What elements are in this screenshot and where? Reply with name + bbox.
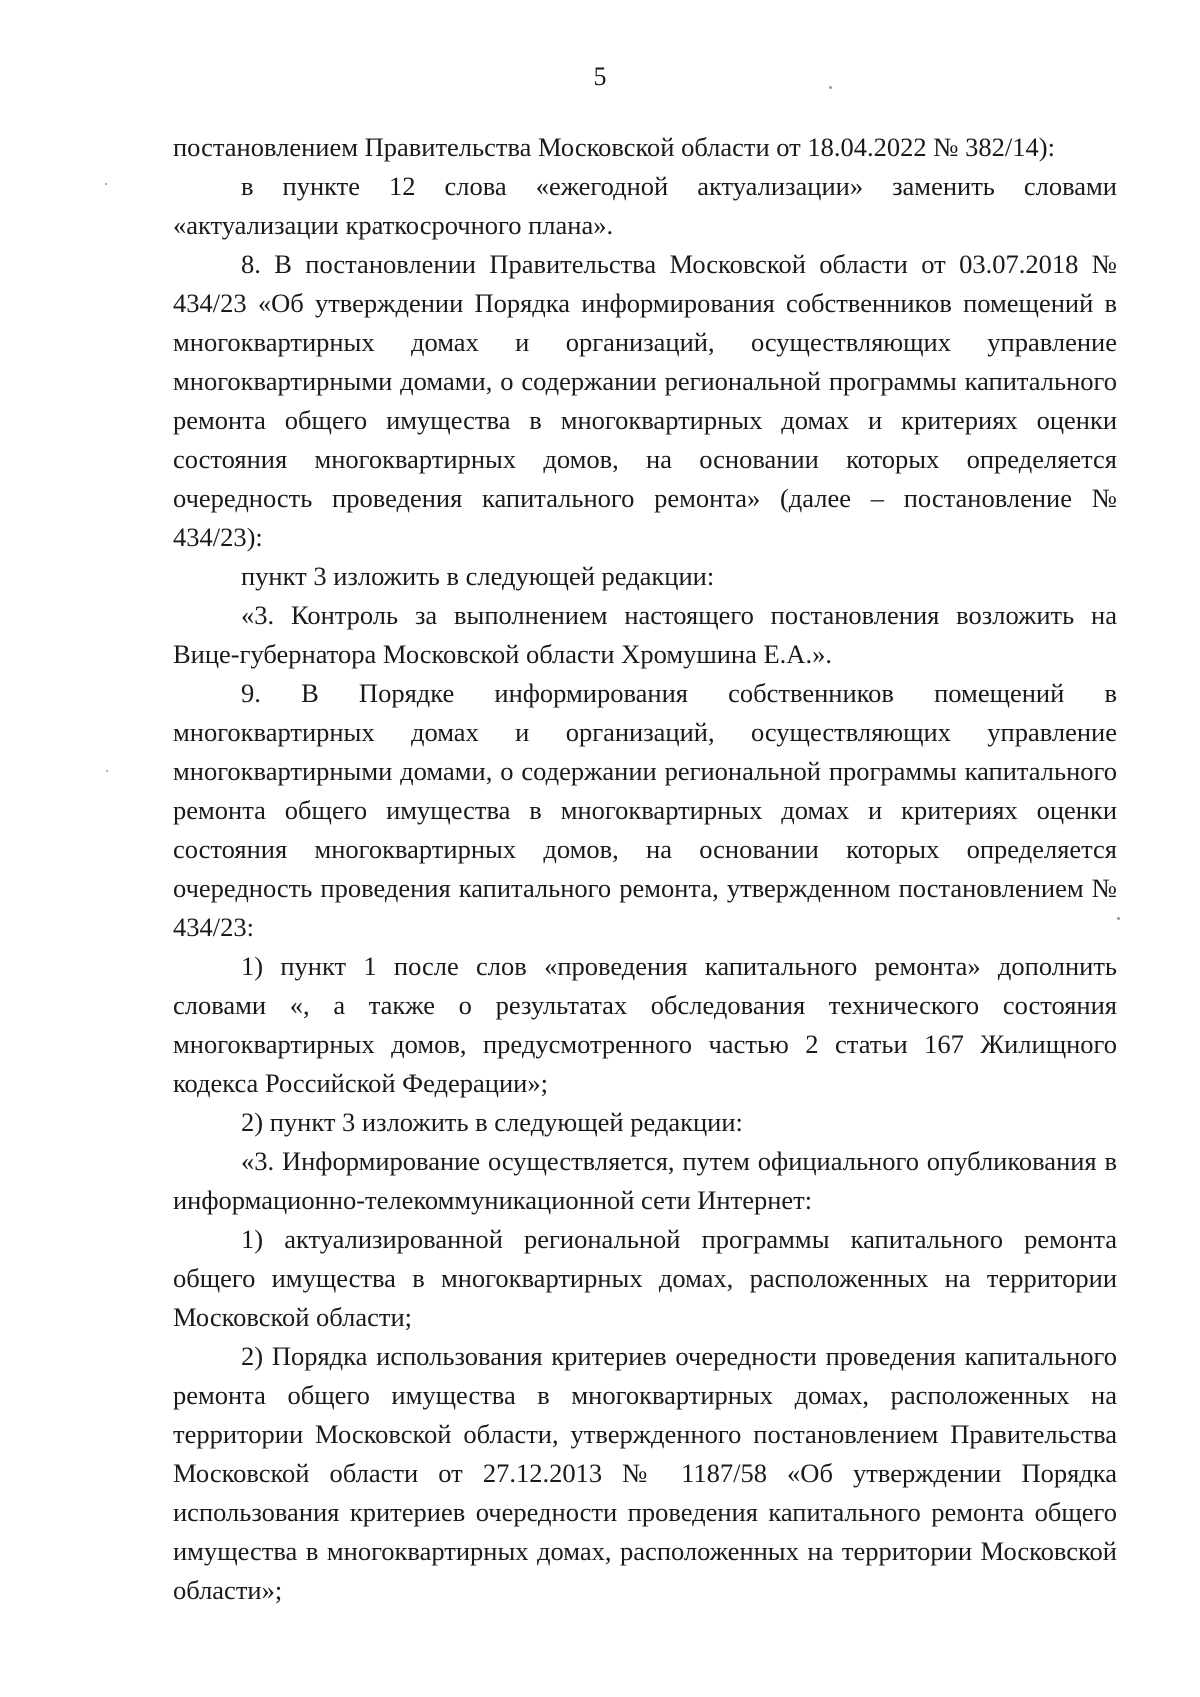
scan-speck (105, 183, 107, 185)
paragraph-7: 1) пункт 1 после слов «проведения капитального ремонта» дополнить словами «, а также о результатах обследования технического состояния многоквартирных домов, предусмотренного частью 2 статьи 167 Жилищного кодекса Российской Федерации»; (173, 951, 1117, 1098)
paragraph-10: 1) актуализированной региональной программы капитального ремонта общего имущества в многоквартирных домах, расположенных на территории Московской области; (173, 1224, 1117, 1332)
paragraph-9: «3. Информирование осуществляется, путем официального опубликования в информационно-телекоммуникационной сети Интернет: (173, 1146, 1117, 1215)
paragraph-6: 9. В Порядке информирования собственников помещений в многоквартирных домах и организаций, осуществляющих управление многоквартирными домами, о содержании региональной программы капитального ремонта общего имущества в многоквартирных домах и критериях оценки состояния многоквартирных домов, на основании которых определяется очередность проведения капитального ремонта, утвержденном постановлением № 434/23: (173, 678, 1117, 942)
scan-speck (106, 770, 108, 772)
paragraph-3: 8. В постановлении Правительства Московской области от 03.07.2018 № 434/23 «Об утверждении Порядка информирования собственников помещений в многоквартирных домах и организаций, осуществляющих управление многоквартирными домами, о содержании региональной программы капитального ремонта общего имущества в многоквартирных домах и критериях оценки состояния многоквартирных домов, на основании которых определяется очередность проведения капитального ремонта» (далее – постановление № 434/23): (173, 249, 1117, 552)
page-number: 5 (593, 62, 607, 91)
scan-speck (829, 86, 832, 89)
paragraph-4: пункт 3 изложить в следующей редакции: (241, 561, 715, 591)
document-body (173, 128, 1117, 1610)
paragraph-2: в пункте 12 слова «ежегодной актуализации» заменить словами «актуализации краткосрочного плана». (173, 171, 1117, 240)
paragraph-1: постановлением Правительства Московской области от 18.04.2022 № 382/14): (173, 132, 1055, 162)
scan-speck (1117, 917, 1120, 920)
paragraph-8: 2) пункт 3 изложить в следующей редакции: (241, 1107, 743, 1137)
paragraph-5: «3. Контроль за выполнением настоящего постановления возложить на Вице-губернатора Московской области Хромушина Е.А.». (173, 600, 1117, 669)
paragraph-11: 2) Порядка использования критериев очередности проведения капитального ремонта общего имущества в многоквартирных домах, расположенных на территории Московской области, утвержденного постановлением Правительства Московской области от 27.12.2013 № 1187/58 «Об утверждении Порядка использования критериев очередности проведения капитального ремонта общего имущества в многоквартирных домах, расположенных на территории Московской области»; (173, 1341, 1117, 1605)
